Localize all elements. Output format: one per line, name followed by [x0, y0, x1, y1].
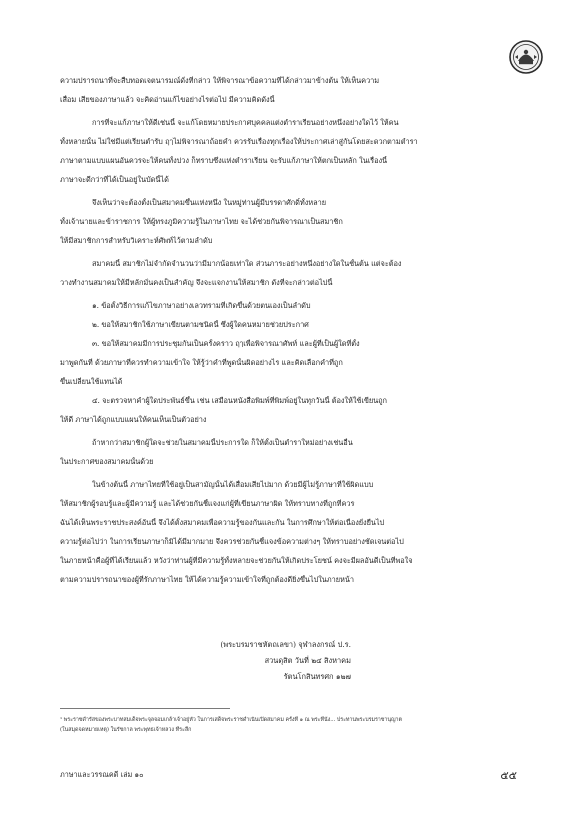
- body-line: ให้สมาชิกผู้รอบรู้และผู้มีความรู้ และได้ช่วยกันชี้แจงแก่ผู้ที่เขียนภาษาผิด ให้ทราบทางที่ถูกที่ควร: [60, 499, 355, 508]
- body-line: ทั้งหลายนั้น ไม่ใช่มีแต่เรียนตำรับ ฤๅไม่พิจารณาถ้อยคำ ควรรับเรื่องทุกเรื่องให้ประกาศเล่าสู่กันโดยสะดวกตามตำรา: [60, 137, 418, 146]
- body-line: ภาษาจะดีกว่าที่ได้เป็นอยู่ในบัดนี้ได้: [60, 175, 169, 184]
- body-line: ขึ้นเปลี่ยนใช้แทนได้: [60, 377, 123, 386]
- body-line: ๓. ขอให้สมาคมมีการประชุมกันเป็นครั้งคราว ฤๅเพื่อพิจารณาศัพท์ และผู้ที่เป็นผู้ใดที่ตั้ง: [92, 339, 360, 348]
- body-line: ให้ดี ภาษาได้ถูกแบบแผนให้คนเห็นเป็นตัวอย่าง: [60, 415, 207, 424]
- page-number: ๕๕: [500, 769, 517, 782]
- body-line: ความปรารถนาที่จะสืบทอดเจตนารมณ์ดั่งที่กล่าว ให้พิจารณาข้อความที่ได้กล่าวมาข้างต้น ให้เห็นความ: [60, 76, 380, 85]
- body-line: ในภายหน้าคือผู้ที่ได้เรียนแล้ว หวังว่าท่านผู้ที่มีความรู้ทั้งหลายจะช่วยกันให้เกิดประโยชน์ คงจะมีผลอันดีเป็นที่พอใจ: [60, 556, 413, 565]
- body-line: การที่จะแก้ภาษาให้ดีเช่นนี้ จะแก้โดยหมายประกาศบุคคลแต่งตำราเรียนอย่างหนึ่งอย่างใดไว้ ให้คน: [92, 118, 399, 127]
- body-line: ในประกาศของสมาคมนั้นด้วย: [60, 457, 154, 466]
- body-line: ให้มีสมาชิกการสำหรับวิเคราะห์ศัพท์ไว้ตามลำดับ: [60, 236, 213, 245]
- body-line: สมาคมนี้ สมาชิกไม่จำกัดจำนวนว่ามีมากน้อยเท่าใด ส่วนภาระอย่างหนึ่งอย่างใดในชั้นต้น แต่จะต้อง: [92, 259, 402, 268]
- body-line: ๒. ขอให้สมาชิกใช้ภาษาเขียนตามชนิดนี้ ซึ่งผู้ใดคนหมายช่วยประกาศ: [92, 320, 309, 329]
- body-line: ภาษาตามแบบแผนอันควรจะให้คนทั้งปวง ก็ทราบซึ่งแห่งตำราเรียน จะรับแก้ภาษาให้ตกเป็นหลัก ในเรื่องนี้: [60, 156, 388, 165]
- footnote-rule: [60, 708, 230, 709]
- body-line: ฉันได้เห็นพระราชประสงค์อันนี้ จึงได้ตั้งสมาคมเพื่อความรู้ของกันและกัน ในการศึกษาให้ต่อเนื่องยั่งยืนไป: [60, 518, 385, 527]
- running-title: ภาษาและวรรณคดี เล่ม ๑๐: [60, 770, 144, 779]
- body-line: เสื่อม เสียของภาษาแล้ว จะคิดอ่านแก้ไขอย่างไรต่อไป มีความคิดดังนี้: [60, 95, 275, 104]
- body-line: จึงเห็นว่าจะต้องตั้งเป็นสมาคมขึ้นแห่งหนึ่ง ในหมู่ท่านผู้มีบรรดาศักดิ์ทั้งหลาย: [92, 198, 326, 207]
- royal-emblem-seal: [509, 40, 543, 74]
- body-line: ทั้งเจ้านายและข้าราชการ ให้ผู้ทรงภูมิความรู้ในภาษาไทย จะได้ช่วยกันพิจารณาเป็นสมาชิก: [60, 217, 343, 226]
- footnote-line: (ในสมุดจดหมายเหตุ) ในรัชกาล พระพุทธเจ้าหลวง ที่ระลึก: [60, 727, 192, 733]
- signature-year: รัตนโกสินทรศก ๑๒๗: [283, 672, 351, 681]
- signature-place-date: สวนดุสิต วันที่ ๒๔ สิงหาคม: [264, 656, 351, 665]
- signature-name: (พระบรมราชหัตถเลขา) จุฬาลงกรณ์ ป.ร.: [220, 640, 351, 649]
- body-line: ถ้าหากว่าสมาชิกผู้ใดจะช่วยในสมาคมนี้ประการใด ก็ให้ตั้งเป็นตำราใหม่อย่างเช่นอื่น: [92, 438, 353, 447]
- body-line: วางทำงานสมาคมให้มีหลักมั่นคงเป็นสำคัญ จึงจะแจกงานให้สมาชิก ดังที่จะกล่าวต่อไปนี้: [60, 278, 333, 287]
- body-line: ๑. ข้อตั้งวิธีการแก้ไขภาษาอย่างเลวทรามที่เกิดขึ้นด้วยตนเองเป็นลำดับ: [92, 301, 311, 310]
- body-line: ตามความปรารถนาของผู้ที่รักภาษาไทย ให้ได้ความรู้ความเข้าใจที่ถูกต้องดียิ่งขึ้นไปในภายหน้า: [60, 575, 354, 584]
- body-line: ๔. จะตรวจหาคำผู้ใดประพันธ์ขึ้น เช่น เสมือนหนังสือพิมพ์ที่พิมพ์อยู่ในทุกวันนี้ ต้องให้ใช้เขียนถูก: [92, 396, 387, 405]
- body-line: มาพูดกันที่ ด้วยภาษาที่ควรทำความเข้าใจ ให้รู้ว่าคำที่พูดนั้นผิดอย่างไร และคิดเลือกคำที่ถูก: [60, 358, 343, 367]
- body-line: ความรู้ต่อไปว่า ในการเรียนภาษาก็มิได้มีมากมาย จึงควรช่วยกันชี้แจงข้อความต่างๆ ให้ทราบอย่างชัดเจนต่อไป: [60, 537, 404, 546]
- footnote-line: ¹ พระราชดำรัสของพระบาทสมเด็จพระจุลจอมเกล้าเจ้าอยู่หัว ในการเสด็จพระราชดำเนินเปิดสมาคม ครั้งที่ ๑ ณ พระที่นั่ง... ประทานพระบรมราชานุญาต: [60, 717, 402, 723]
- body-line: ในข้างต้นนี้ ภาษาไทยที่ใช้อยู่เป็นสามัญนั้นได้เสื่อมเสียไปมาก ด้วยมีผู้ไม่รู้ภาษาที่ใช้ผิดแบบ: [92, 480, 374, 489]
